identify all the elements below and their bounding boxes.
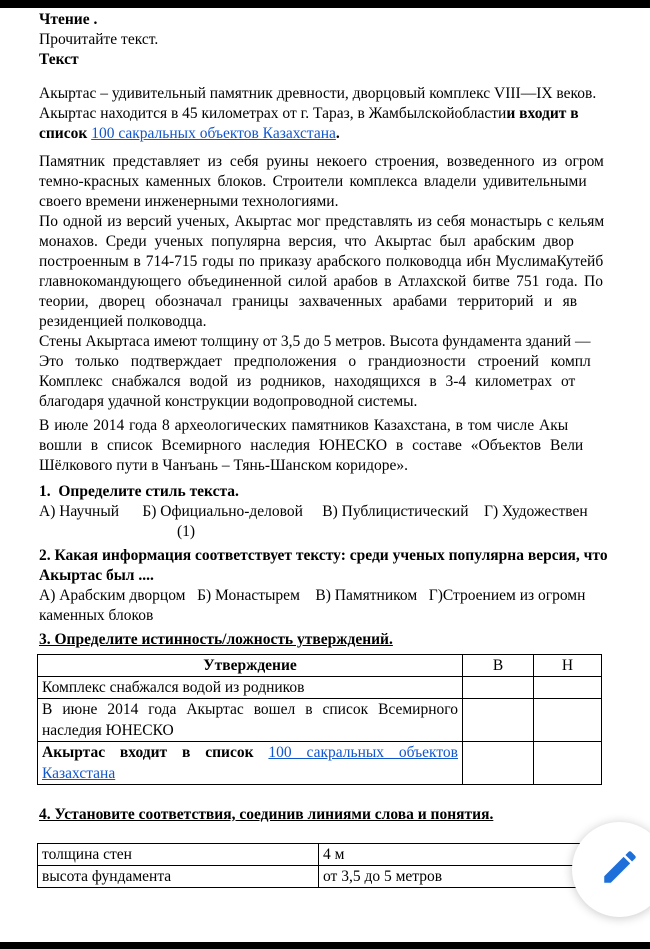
text-segment: высота фундамента — [42, 868, 172, 885]
edit-fab-button[interactable] — [572, 822, 650, 917]
text-segment: 3. Определите истинность/ложность утверждений. — [39, 631, 393, 648]
text-segment: 4 м — [323, 846, 345, 863]
text-segment: Акыртас – удивительный памятник древности, дворцовый комплекс VIII—IX веков. — [39, 85, 597, 102]
text-label — [39, 50, 650, 70]
text-segment: 4. Установите соответствия, соединив линиями слова и понятия. — [39, 806, 494, 823]
doc-title — [39, 10, 650, 30]
question-2-options — [39, 586, 650, 606]
text-segment: (1) — [177, 523, 196, 540]
text-line — [39, 212, 650, 232]
document-content — [39, 10, 650, 888]
text-segment: главнокомандующего объединенной силой арабов в Атлахской битве 751 года. По — [39, 273, 603, 290]
text-segment: Чтение . — [39, 11, 98, 28]
text-segment: Прочитайте текст. — [39, 31, 159, 48]
instruction-line — [39, 30, 650, 50]
table-cell — [319, 866, 602, 888]
text-line — [39, 232, 650, 252]
text-line — [39, 312, 650, 332]
hyperlink-100-sacred-objects[interactable]: 100 сакральных объектов Казахстана — [42, 744, 458, 782]
table-cell — [534, 742, 602, 785]
text-segment: Акыртас был .... — [39, 567, 154, 584]
text-segment: Комплекс снабжался водой из родников, находящихся в 3-4 километрах от — [39, 373, 576, 390]
table-cell — [534, 677, 602, 699]
pencil-icon — [599, 846, 641, 893]
question-1-options — [39, 502, 650, 522]
table-cell — [38, 742, 463, 785]
text-segment: Памятник представляет из себя руины некоего строения, возведенного из огром — [39, 153, 604, 170]
text-segment: 2. Какая информация соответствует тексту: среди ученых популярна версия, что — [39, 547, 608, 564]
text-segment: каменных блоков — [39, 607, 154, 624]
text-segment: Стены Акыртаса имеют толщину от 3,5 до 5 метров. Высота фундамента зданий — — [39, 333, 591, 350]
question-1-points — [39, 522, 650, 542]
text-segment: теории, дворец обозначал границы захваченных арабами территорий и яв — [39, 293, 578, 310]
text-line — [39, 152, 650, 172]
text-segment: и входит в — [506, 105, 579, 122]
table-cell — [38, 699, 463, 742]
table-row — [38, 677, 602, 699]
text-segment: от 3,5 до 5 метров — [323, 868, 443, 885]
text-segment: 1. Определите стиль текста. — [39, 483, 239, 500]
text-segment: А) Арабским дворцом Б) Монастырем В) Памятником Г)Строением из огромн — [39, 587, 586, 604]
text-segment: своего времени инженерными технологиями. — [39, 193, 339, 210]
table-row — [38, 844, 602, 866]
text-segment: резиденцией полководца. — [39, 313, 207, 330]
column-header: В — [463, 655, 534, 677]
question-2-heading — [39, 546, 650, 566]
text-line — [39, 416, 650, 436]
text-segment: . — [335, 125, 340, 142]
table-row — [38, 699, 602, 742]
table-row — [38, 866, 602, 888]
top-black-bar — [0, 0, 650, 8]
table-cell — [463, 677, 534, 699]
text-segment: В июле 2014 года 8 археологических памятников Казахстана, в том числе Акы — [39, 417, 569, 434]
text-line — [39, 566, 650, 586]
text-segment: По одной из версий ученых, Акыртас мог представлять из себя монастырь с кельям — [39, 213, 605, 230]
text-segment: благодаря удачной конструкции водопроводной системы. — [39, 393, 418, 410]
text-line — [39, 372, 650, 392]
text-line — [39, 84, 650, 104]
truth-false-table — [37, 654, 602, 785]
matching-table — [37, 843, 602, 888]
text-line — [39, 252, 650, 272]
text-segment: вошли в список Всемирного наследия ЮНЕСКО в составе «Объектов Вели — [39, 437, 584, 454]
table-cell — [319, 844, 602, 866]
question-3-heading — [39, 630, 650, 650]
text-segment: Акыртас входит в список — [42, 744, 269, 761]
table-cell — [38, 844, 319, 866]
bottom-black-bar — [0, 942, 650, 949]
text-segment: Текст — [39, 51, 79, 68]
text-segment: монахов. Среди ученых популярна версия, что Акыртас был арабским двор — [39, 233, 574, 250]
text-segment: Комплекс снабжался водой из родников — [42, 679, 305, 696]
table-cell — [38, 677, 463, 699]
text-line — [39, 436, 650, 456]
table-cell — [463, 742, 534, 785]
text-line — [39, 192, 650, 212]
text-body — [39, 10, 650, 650]
text-line — [39, 272, 650, 292]
hyperlink-100-sacred-objects[interactable]: 100 сакральных объектов Казахстана — [91, 125, 336, 142]
text-line — [39, 352, 650, 372]
column-header: Н — [534, 655, 602, 677]
text-segment: толщина стен — [42, 846, 132, 863]
question-1-heading — [39, 482, 650, 502]
table-row — [38, 742, 602, 785]
text-line — [39, 456, 650, 476]
text-line — [39, 172, 650, 192]
question-4-heading — [39, 805, 650, 825]
text-line — [39, 606, 650, 626]
question-4-block — [39, 805, 650, 825]
table-cell — [534, 699, 602, 742]
text-segment: В июне 2014 года Акыртас вошел в список Всемирного наследия ЮНЕСКО — [42, 701, 458, 739]
text-line — [39, 392, 650, 412]
text-segment: построенным в 714-715 годы по приказу арабского полководца ибн МуслимаКутейб — [39, 253, 604, 270]
text-segment: темно-красных каменных блоков. Строители комплекса владели удивительными — [39, 173, 587, 190]
text-segment: Шёлкового пути в Чанъань – Тянь-Шанском коридоре». — [39, 457, 409, 474]
table-cell — [38, 866, 319, 888]
text-line — [39, 332, 650, 352]
column-header: Утверждение — [38, 655, 463, 677]
text-line — [39, 292, 650, 312]
text-segment: Это только подтверждает предположения о грандиозности строений компл — [39, 353, 591, 370]
text-segment: А) Научный Б) Официально-деловой В) Публицистический Г) Художествен — [39, 503, 588, 520]
text-segment: Акыртас находится в 45 километрах от г. Тараз, в Жамбылскойобласти — [39, 105, 507, 122]
text-segment: список — [39, 125, 92, 142]
table-cell — [463, 699, 534, 742]
text-line — [39, 104, 650, 124]
text-line — [39, 124, 650, 144]
